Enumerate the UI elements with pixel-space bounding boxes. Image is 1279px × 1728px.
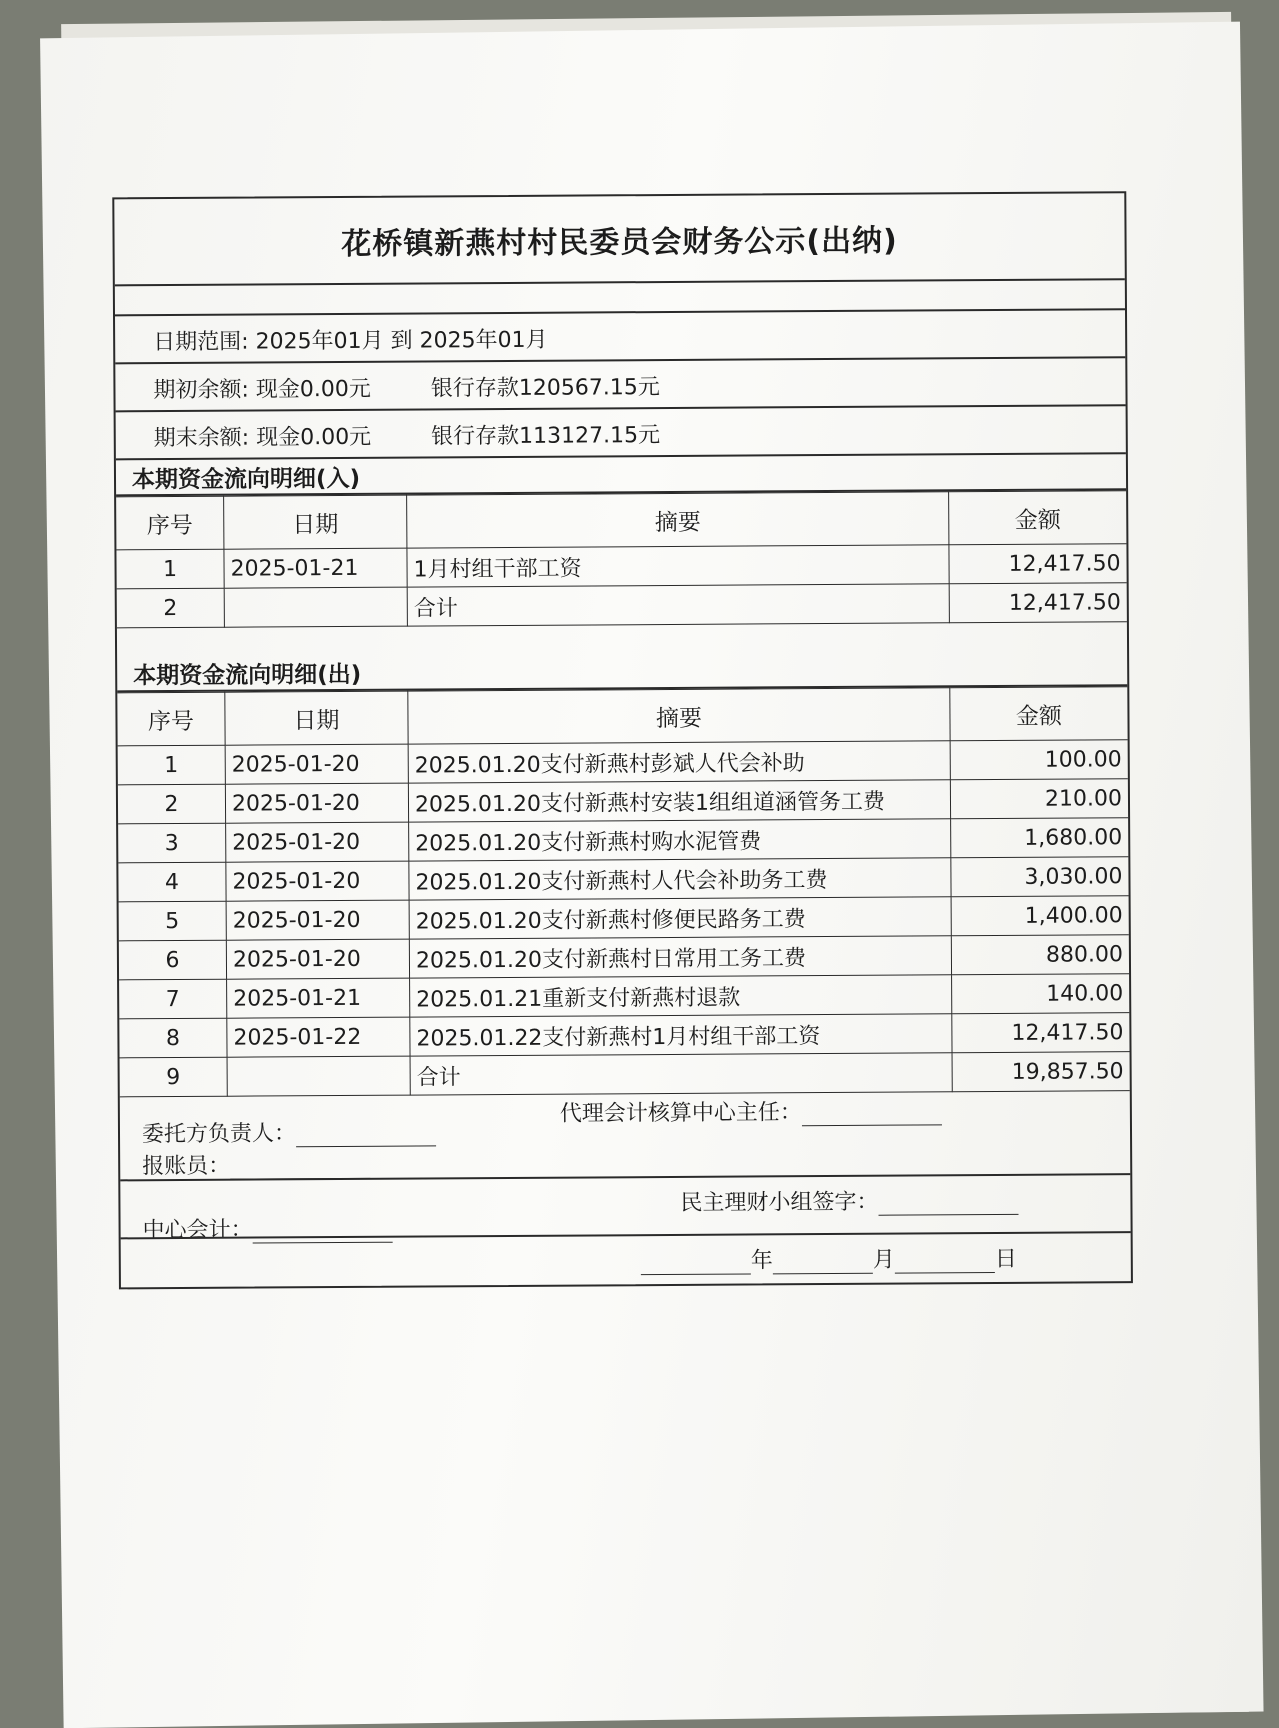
row-date: 2025-01-20 [225, 783, 408, 823]
row-summary: 2025.01.20支付新燕村安装1组组道涵管务工费 [408, 780, 950, 822]
signature-area [120, 1091, 1131, 1287]
table-row [118, 857, 1128, 902]
closing-bank: 银行存款113127.15元 [431, 423, 661, 450]
row-no: 7 [119, 979, 227, 1019]
center-accountant-label: 中心会计： [142, 1217, 253, 1244]
income-table [116, 490, 1127, 628]
row-summary: 1月村组干部工资 [407, 545, 949, 587]
row-date: 2025-01-20 [226, 939, 409, 979]
row-summary: 2025.01.20支付新燕村人代会补助务工费 [409, 858, 951, 900]
day-label: 日 [994, 1246, 1017, 1273]
center-accountant-signature [142, 1212, 392, 1245]
header-date: 日期 [224, 495, 407, 549]
bookkeeper-label: 报账员： [142, 1153, 231, 1180]
table-row [120, 1052, 1130, 1097]
row-date: 2025-01-21 [227, 978, 410, 1018]
row-no: 1 [116, 549, 224, 589]
header-date: 日期 [225, 691, 408, 745]
paper-sheet [40, 22, 1263, 1728]
expense-table [117, 686, 1129, 1097]
row-amount: 19,857.50 [952, 1052, 1130, 1092]
row-summary: 合计 [407, 584, 949, 626]
row-summary: 2025.01.20支付新燕村彭斌人代会补助 [408, 741, 950, 783]
expense-header-row [117, 687, 1127, 746]
row-date: 2025-01-20 [226, 822, 409, 862]
table-row [118, 740, 1128, 785]
expense-section-title: 本期资金流向明细(出) [117, 650, 1127, 692]
bookkeeper-signature [142, 1148, 370, 1180]
header-summary: 摘要 [408, 688, 950, 744]
row-date: 2025-01-21 [224, 548, 407, 588]
row-date: 2025-01-22 [227, 1017, 410, 1057]
center-director-signature [560, 1094, 942, 1127]
client-head-signature [142, 1115, 436, 1148]
opening-cash: 期初余额: 现金0.00元 [153, 376, 371, 404]
closing-balance [116, 406, 1126, 460]
row-date: 2025-01-20 [225, 744, 408, 784]
row-summary: 2025.01.20支付新燕村修便民路务工费 [409, 897, 951, 939]
header-summary: 摘要 [407, 492, 949, 548]
table-row [119, 896, 1129, 941]
opening-bank: 银行存款120567.15元 [430, 375, 660, 402]
finance-group-signature [680, 1184, 1018, 1217]
form-title: 花桥镇新燕村村民委员会财务公示(出纳) [114, 193, 1125, 286]
year-label: 年 [750, 1248, 773, 1274]
date-range-text: 日期范围: 2025年01月 到 2025年01月 [153, 327, 548, 356]
row-no: 2 [117, 588, 225, 628]
row-amount: 3,030.00 [951, 857, 1129, 897]
row-no: 3 [118, 823, 226, 863]
finance-disclosure-form [112, 191, 1133, 1289]
row-no: 1 [118, 745, 226, 785]
table-row [118, 779, 1128, 824]
row-date [227, 1056, 410, 1096]
center-director-label: 代理会计核算中心主任： [559, 1100, 802, 1127]
table-row [117, 583, 1127, 628]
row-no: 8 [119, 1018, 227, 1058]
header-no: 序号 [116, 496, 224, 550]
row-amount: 12,417.50 [952, 1013, 1130, 1053]
signature-date [641, 1242, 1017, 1275]
row-amount: 100.00 [950, 740, 1128, 780]
header-amount: 金额 [949, 491, 1127, 545]
row-amount: 210.00 [950, 779, 1128, 819]
table-row [119, 935, 1129, 980]
row-no: 2 [118, 784, 226, 824]
row-amount: 12,417.50 [949, 583, 1127, 623]
row-no: 9 [120, 1057, 228, 1097]
table-row [118, 818, 1128, 863]
header-no: 序号 [117, 692, 225, 746]
row-date [224, 587, 407, 627]
income-section-title: 本期资金流向明细(入) [116, 454, 1126, 496]
table-row [119, 1013, 1129, 1058]
closing-cash: 期末余额: 现金0.00元 [153, 424, 372, 452]
row-summary: 2025.01.20支付新燕村日常用工务工费 [409, 936, 951, 978]
table-row [119, 974, 1129, 1019]
finance-group-label: 民主理财小组签字： [680, 1189, 879, 1216]
row-summary: 2025.01.20支付新燕村购水泥管费 [409, 819, 951, 861]
row-summary: 2025.01.22支付新燕村1月村组干部工资 [410, 1014, 952, 1056]
header-amount: 金额 [950, 687, 1128, 741]
row-amount: 1,680.00 [951, 818, 1129, 858]
date-range [115, 310, 1125, 364]
row-summary: 合计 [410, 1053, 952, 1095]
row-amount: 880.00 [951, 935, 1129, 975]
row-date: 2025-01-20 [226, 900, 409, 940]
table-row [116, 544, 1126, 589]
row-amount: 12,417.50 [949, 544, 1127, 584]
row-no: 5 [119, 901, 227, 941]
row-date: 2025-01-20 [226, 861, 409, 901]
income-header-row [116, 491, 1126, 550]
client-head-label: 委托方负责人： [141, 1121, 297, 1148]
row-amount: 140.00 [952, 974, 1130, 1014]
opening-balance [115, 358, 1125, 412]
row-summary: 2025.01.21重新支付新燕村退款 [410, 975, 952, 1017]
row-amount: 1,400.00 [951, 896, 1129, 936]
month-label: 月 [872, 1247, 895, 1273]
row-no: 4 [118, 862, 226, 902]
row-no: 6 [119, 940, 227, 980]
